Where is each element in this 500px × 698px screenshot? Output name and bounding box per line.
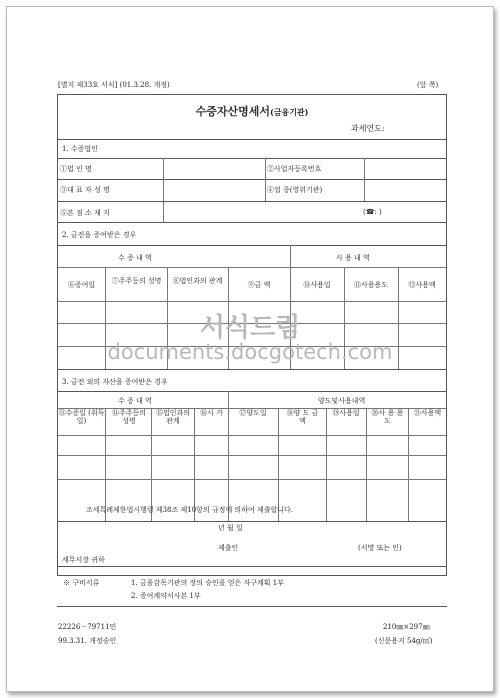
- form-title-sub: (금융기관): [269, 107, 309, 117]
- s3-col-use-date: ⑲사용일: [332, 409, 360, 417]
- s3-col-transfer-amount: ⑱양 도 금 액: [286, 409, 319, 425]
- attachments-label: ※ 구비서류: [63, 579, 100, 587]
- footer-approval: 99.3.31. 개정승인: [58, 637, 117, 645]
- footer-code: 22226－79711민: [58, 623, 117, 631]
- field-business-type: ④업 종(영위기관): [267, 186, 323, 194]
- tax-year-label: 과세연도:: [351, 124, 385, 133]
- submitter-label: 제출인: [218, 544, 239, 552]
- watermark-url: documents.docgotech.com: [107, 340, 393, 364]
- field-representative: ③대 표 자 성 명: [60, 186, 110, 194]
- s2-col-amount: ⑨금 액: [247, 281, 271, 289]
- field-head-office: ⑤본 점 소 재 지: [60, 209, 110, 217]
- attachments-divider: [57, 566, 447, 567]
- section2-group-use: 사 용 내 역: [336, 254, 370, 262]
- footer-paper-weight: (신문용지 54g/㎡): [375, 637, 433, 645]
- page-side-label: (앞 쪽): [417, 81, 439, 89]
- s3-col-relation: ⑮법인과의관계: [155, 409, 191, 425]
- s2-col-use-purpose: ⑪사용용도: [353, 281, 389, 289]
- section2-group-receipt: 수 증 내 역: [118, 254, 152, 262]
- form-title-main: 수증자산명세서: [195, 105, 270, 118]
- declaration-text: 조세특례제한법시행령 제38조 제10항의 규정에 의하여 제출합니다.: [86, 506, 293, 514]
- s3-col-market-price: ⑯시 가: [200, 409, 223, 417]
- s3-col-transfer-date: ⑰양도일: [239, 409, 267, 417]
- field-phone: (☎: ): [363, 208, 382, 216]
- footer-paper-size: 210㎜×297㎜: [383, 623, 430, 631]
- attachment-item-2: 2. 증여계약서사본 1부: [131, 592, 201, 600]
- section1-heading: 1. 수증법인: [62, 145, 98, 153]
- s3-col-receipt-date: ⑬수증일 (취득일): [58, 409, 105, 425]
- s2-col-shareholder: ⑦주주등의 성명: [111, 277, 162, 285]
- s3-bottom-line: [58, 521, 446, 522]
- section3-group-receipt: 수 증 내 역: [118, 397, 152, 405]
- s3-col-shareholder: ⑭주주등의성명: [111, 409, 147, 425]
- form-number: [별지 제33호 서식] (01.3.28. 개정): [58, 81, 170, 89]
- watermark-title: 서식드림: [199, 313, 301, 343]
- attachment-item-1: 1. 금융감독기관의 장의 승인을 얻은 자구계획 1부: [131, 579, 284, 587]
- form-title: [58, 103, 446, 119]
- signature-label: (서명 또는 인): [358, 544, 402, 552]
- date-line: 년 월 일: [218, 524, 243, 532]
- section3-heading: 3. 금전 외의 자산을 증여받은 경우: [62, 378, 168, 386]
- form-bottom-border: [57, 606, 447, 607]
- s2-col-relation: ⑧법인과의 관계: [172, 277, 223, 285]
- section2-heading: 2. 금전을 증여받은 경우: [62, 231, 137, 239]
- field-corp-name: ①법 인 명: [60, 165, 92, 173]
- s2-col-date: ⑥증여일: [67, 281, 96, 289]
- s2-col-use-date: ⑩사용일: [303, 281, 331, 289]
- section3-group-transfer: 양도및사용내역: [318, 397, 366, 405]
- recipient-label: 세무서장 귀하: [62, 556, 105, 564]
- field-biz-reg-no: ②사업자등록번호: [267, 165, 322, 173]
- s2-col-use-amount: ⑫사용액: [408, 281, 436, 289]
- s3-col-use-purpose: ⑳사 용 용 도: [371, 409, 404, 425]
- s3-col-use-amount: ㉑사용액: [413, 409, 442, 417]
